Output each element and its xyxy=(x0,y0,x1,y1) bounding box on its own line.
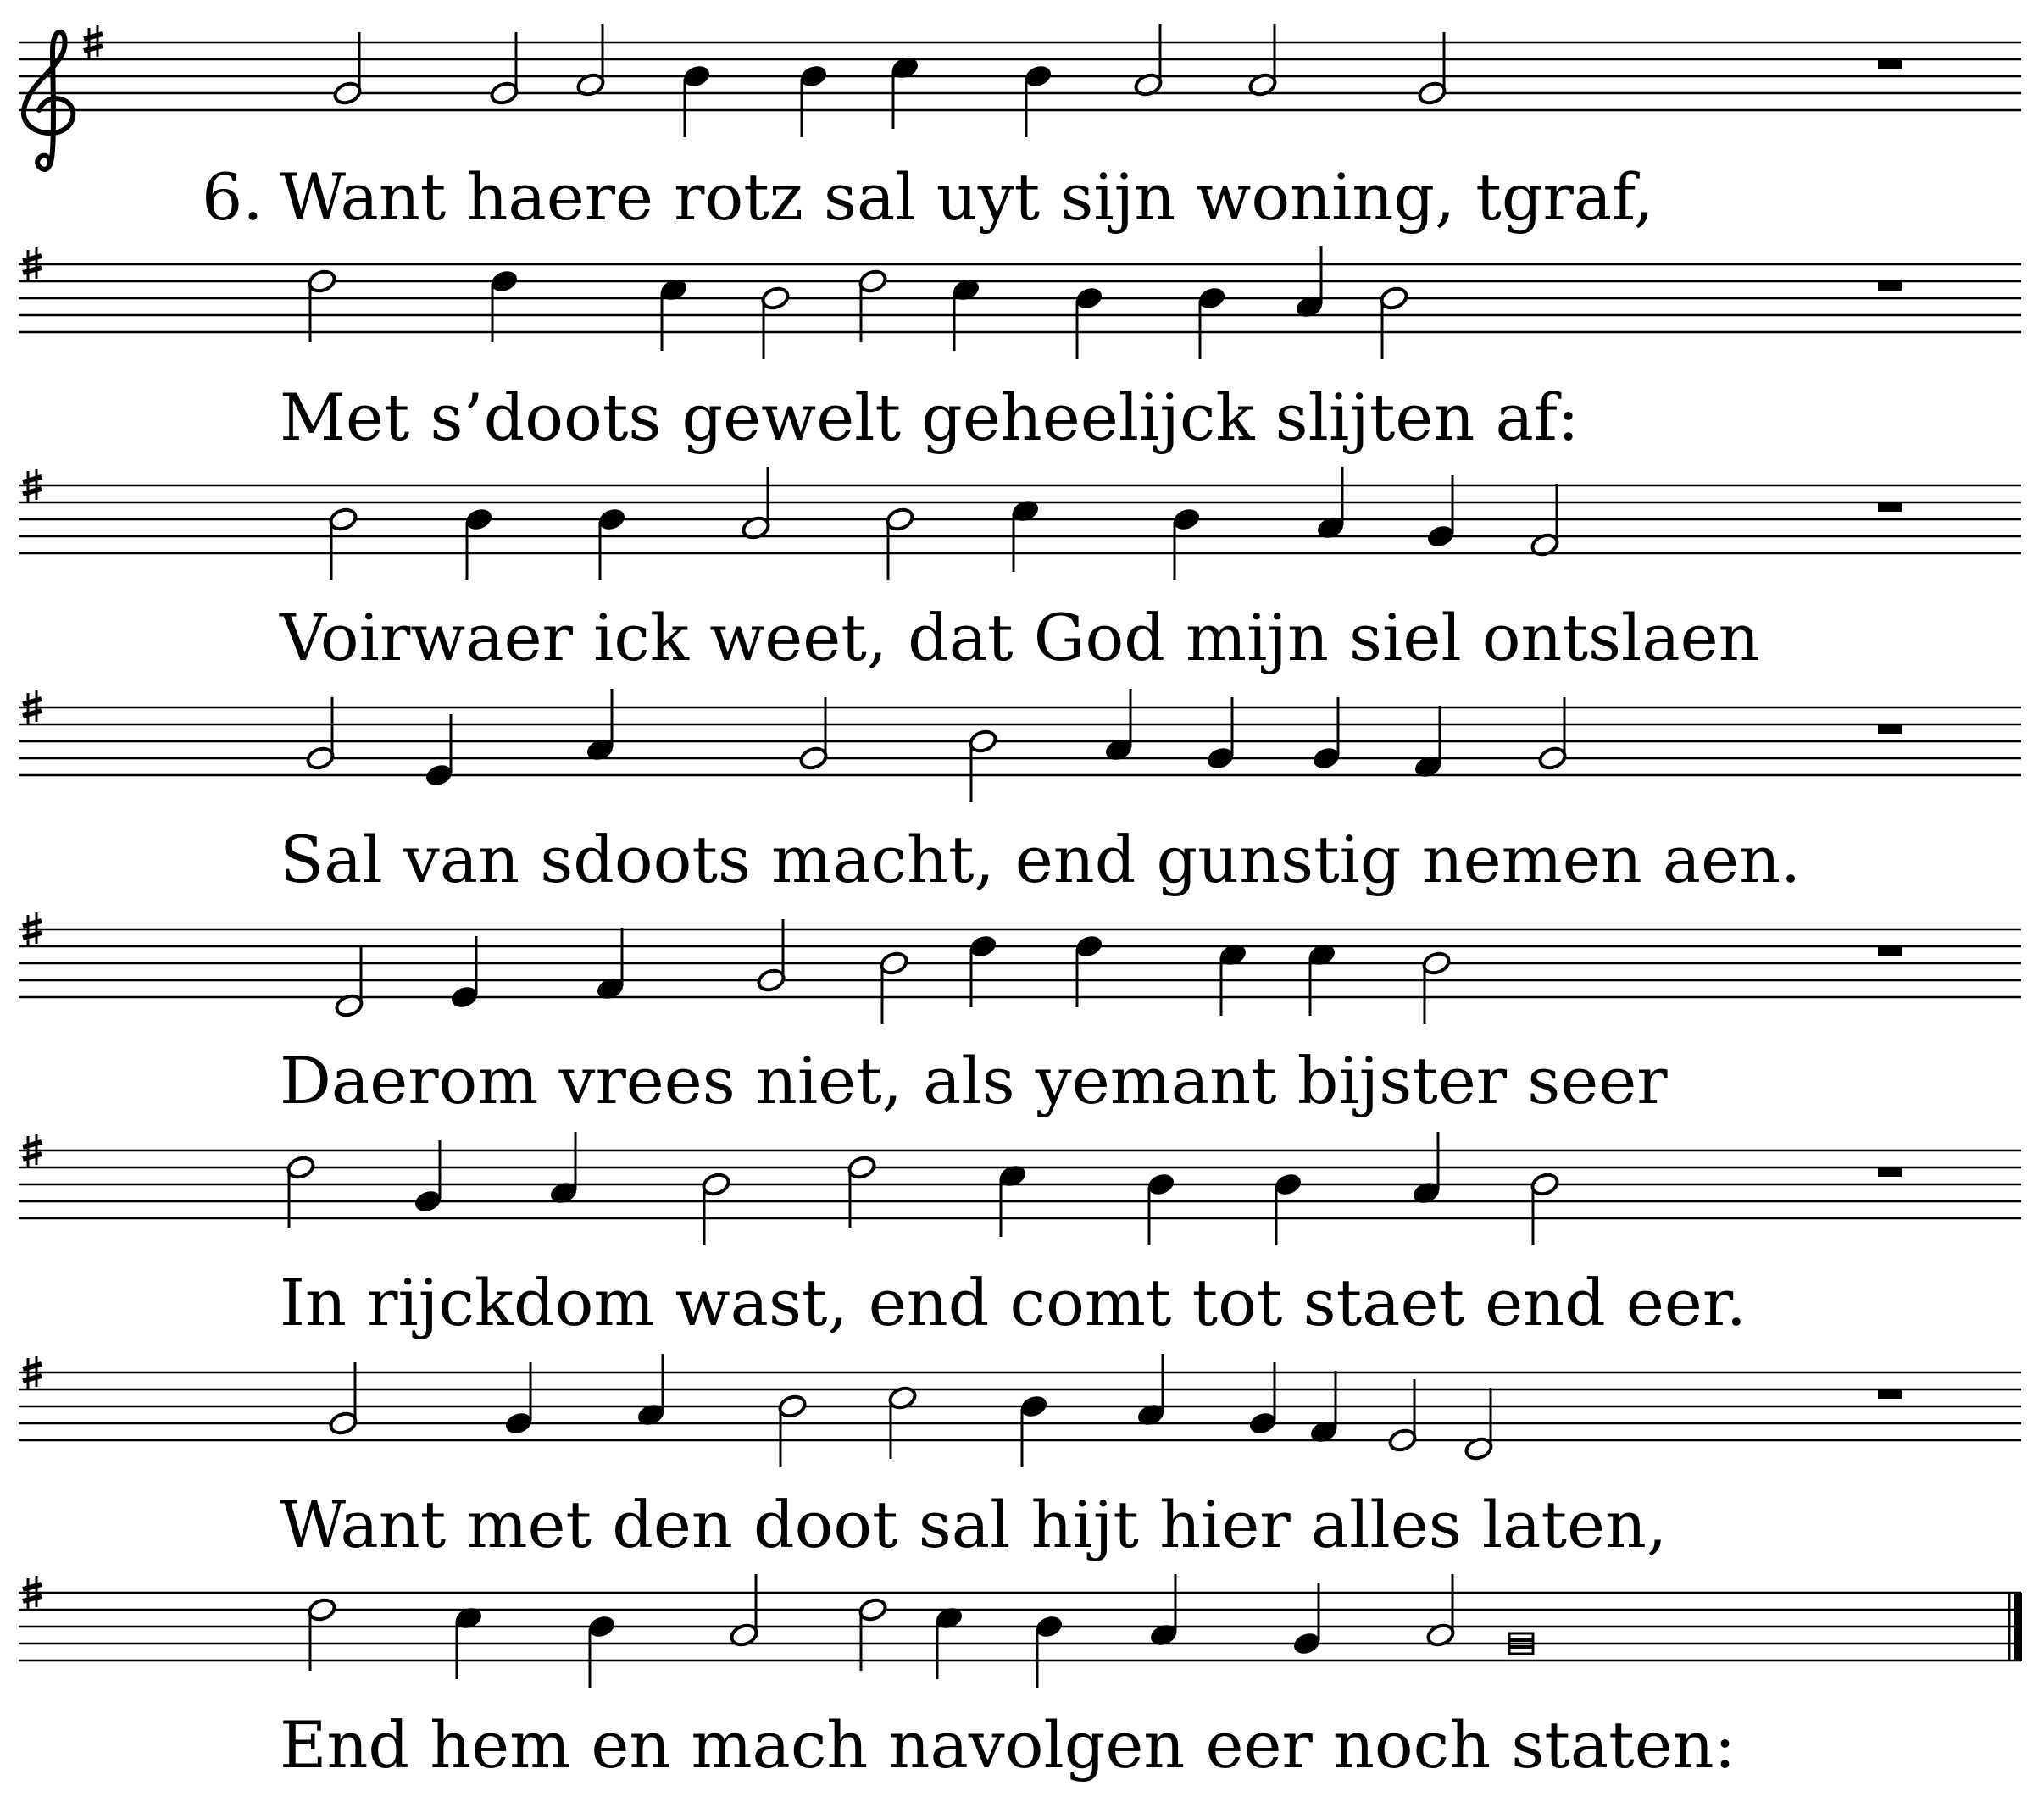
verse-number: 6. xyxy=(202,159,264,235)
note xyxy=(1530,484,1560,557)
notehead-quarter xyxy=(586,1614,617,1640)
notehead-half xyxy=(305,746,336,772)
note xyxy=(1019,1394,1049,1467)
staff-system xyxy=(19,689,2021,802)
notehead-half xyxy=(701,1172,731,1198)
lyric-line: Met s’doots gewelt geheelijck slijten af: xyxy=(280,380,1580,455)
note xyxy=(597,507,627,580)
half-rest xyxy=(1878,724,1902,734)
note xyxy=(575,24,606,97)
notehead-quarter xyxy=(503,1411,534,1437)
notehead-quarter xyxy=(1074,286,1104,312)
staff-system xyxy=(19,24,2021,169)
notehead-quarter xyxy=(798,64,829,90)
notehead-quarter xyxy=(1273,1172,1303,1198)
notehead-half xyxy=(307,269,337,295)
note xyxy=(334,945,364,1018)
note xyxy=(1171,507,1202,580)
note xyxy=(1413,706,1443,779)
note xyxy=(1034,1614,1064,1688)
half-rest xyxy=(1878,502,1902,512)
notehead-quarter xyxy=(968,934,998,960)
notehead-half xyxy=(328,1411,358,1437)
half-rest xyxy=(1878,59,1902,69)
notehead-half xyxy=(858,1597,888,1623)
note xyxy=(741,467,771,541)
note xyxy=(798,64,829,137)
lyric-line: Voirwaer ick weet, dat God mijn siel ontslaen xyxy=(280,600,1760,675)
note xyxy=(1146,1172,1176,1245)
notehead-half xyxy=(879,951,909,977)
note xyxy=(1315,467,1346,541)
note xyxy=(658,277,689,351)
notehead-half xyxy=(286,1155,316,1181)
note xyxy=(1010,498,1041,572)
note xyxy=(997,1163,1028,1237)
note xyxy=(1074,286,1104,359)
lyric-line: End hem en mach navolgen eer noch staten: xyxy=(280,1707,1736,1783)
staff-system xyxy=(19,912,2021,1024)
notehead-quarter xyxy=(424,762,454,789)
notehead-half xyxy=(968,729,998,755)
notehead-half xyxy=(756,968,786,994)
note xyxy=(885,507,915,580)
treble-clef xyxy=(24,32,73,169)
lyric-line: Sal van sdoots macht, end gunstig nemen aen. xyxy=(280,822,1802,897)
notehead-quarter xyxy=(1205,746,1236,772)
note xyxy=(890,55,920,129)
notehead-half xyxy=(1421,951,1452,977)
notehead-quarter xyxy=(1019,1394,1049,1420)
notehead-half xyxy=(1530,1172,1560,1198)
notehead-half xyxy=(760,286,791,312)
note xyxy=(1148,1574,1179,1648)
notehead-quarter xyxy=(1197,286,1227,312)
notehead-quarter xyxy=(597,507,627,533)
notehead-quarter xyxy=(449,984,480,1011)
lyric-line: Want haere rotz sal uyt sijn woning, tgraf, xyxy=(280,159,1654,235)
notehead-half xyxy=(798,746,829,772)
note xyxy=(968,729,998,802)
notehead-half xyxy=(847,1155,877,1181)
note xyxy=(1421,951,1452,1024)
notehead-half xyxy=(489,80,519,107)
note xyxy=(453,1605,484,1679)
half-rest xyxy=(1878,1167,1902,1177)
note xyxy=(1023,64,1053,137)
note xyxy=(548,1132,579,1206)
notehead-half xyxy=(1417,80,1447,107)
note xyxy=(887,1385,918,1459)
notehead-quarter xyxy=(1146,1172,1176,1198)
note xyxy=(1425,1574,1456,1648)
note xyxy=(934,1605,964,1679)
note xyxy=(1273,1172,1303,1245)
note xyxy=(951,277,981,351)
notehead-half xyxy=(332,80,363,107)
notehead-quarter xyxy=(489,269,519,295)
notehead-quarter xyxy=(681,64,712,90)
notehead-quarter xyxy=(1291,1631,1322,1657)
staff-system xyxy=(19,1574,2022,1688)
staff-system xyxy=(19,1132,2021,1245)
note xyxy=(1247,24,1278,97)
notehead-quarter xyxy=(1311,746,1341,772)
note xyxy=(1307,942,1337,1016)
notehead-half xyxy=(328,507,358,533)
note xyxy=(585,689,615,762)
note xyxy=(464,507,494,580)
note xyxy=(1103,689,1134,762)
notehead-half xyxy=(1537,746,1568,772)
notehead-quarter xyxy=(1171,507,1202,533)
note xyxy=(1411,1132,1441,1206)
note xyxy=(1464,1388,1494,1461)
note xyxy=(681,64,712,137)
note xyxy=(879,951,909,1024)
notehead-half xyxy=(307,1597,337,1623)
note xyxy=(328,507,358,580)
note xyxy=(1379,286,1409,359)
note xyxy=(1308,1371,1339,1444)
lyric-line: In rijckdom wast, end comt tot staet end eer. xyxy=(280,1265,1747,1340)
half-rest xyxy=(1878,281,1902,291)
notehead-quarter xyxy=(1034,1614,1064,1640)
notehead-quarter xyxy=(1425,524,1456,550)
note xyxy=(777,1394,808,1467)
notehead-half xyxy=(1387,1428,1418,1454)
notehead-quarter xyxy=(1247,1411,1278,1437)
notehead-half xyxy=(858,269,888,295)
note xyxy=(760,286,791,359)
note xyxy=(1133,24,1164,97)
staff-system xyxy=(19,246,2021,359)
note xyxy=(1294,246,1325,319)
notehead-half xyxy=(1379,286,1409,312)
note xyxy=(1197,286,1227,359)
notehead-half xyxy=(777,1394,808,1420)
staff-system xyxy=(19,1354,2021,1467)
note xyxy=(701,1172,731,1245)
note xyxy=(586,1614,617,1688)
notehead-half xyxy=(885,507,915,533)
half-rest xyxy=(1878,1389,1902,1399)
note xyxy=(636,1354,666,1428)
note xyxy=(1530,1172,1560,1245)
note xyxy=(595,928,625,1001)
notehead-quarter xyxy=(1023,64,1053,90)
barline-thick xyxy=(2014,1593,2022,1661)
staff-system xyxy=(19,467,2021,580)
note xyxy=(729,1574,759,1648)
lyric-line: Daerom vrees niet, als yemant bijster seer xyxy=(280,1043,1668,1118)
note xyxy=(1218,942,1248,1016)
notehead-quarter xyxy=(464,507,494,533)
lyric-line: Want met den doot sal hijt hier alles laten, xyxy=(280,1487,1668,1562)
notehead-quarter xyxy=(1074,934,1104,960)
note xyxy=(1136,1354,1166,1428)
half-rest xyxy=(1878,946,1902,956)
notehead-quarter xyxy=(413,1189,443,1215)
